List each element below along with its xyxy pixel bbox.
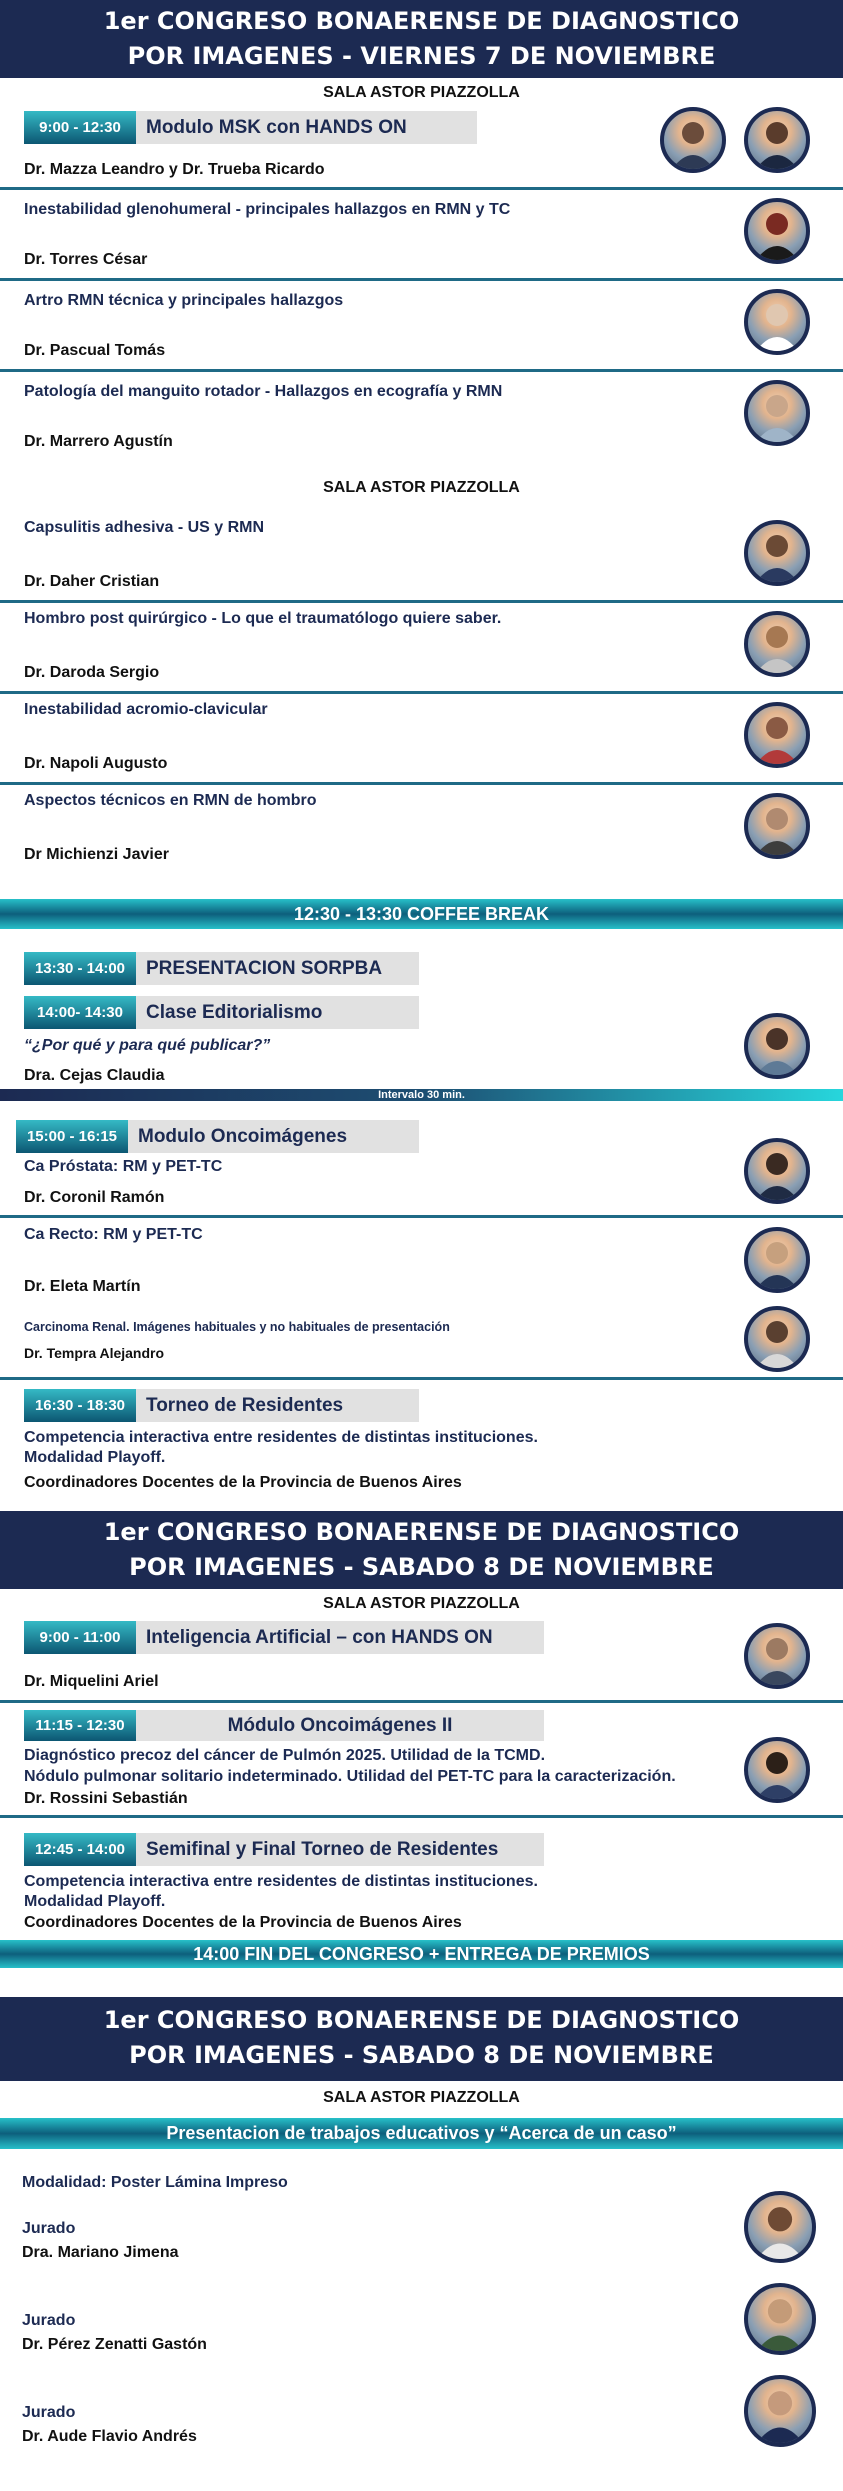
person-avatar-icon (748, 293, 806, 351)
talk-speaker: Dr. Marrero Agustín (24, 433, 173, 450)
day1-title-line2: POR IMAGENES - VIERNES 7 DE NOVIEMBRE (127, 42, 716, 70)
avatar-cejas (744, 1013, 810, 1079)
person-avatar-icon (664, 111, 722, 169)
jurado-role: Jurado (22, 2404, 76, 2421)
day1-sala-label: SALA ASTOR PIAZZOLLA (323, 84, 520, 101)
avatar-mazza (660, 107, 726, 173)
avatar-torres (744, 198, 810, 264)
ia-speaker: Dr. Miquelini Ariel (24, 1673, 159, 1690)
person-avatar-icon (748, 615, 806, 673)
sorpba-label: PRESENTACION SORPBA (136, 952, 419, 985)
avatar-perez-zenatti (744, 2283, 816, 2355)
torneo-description-1: Competencia interactiva entre residentes de distintas instituciones. (24, 1429, 538, 1446)
day2-title-banner (0, 1511, 843, 1589)
ia-label: Inteligencia Artificial – con HANDS ON (136, 1621, 544, 1654)
presentacion-bar: Presentacion de trabajos educativos y “Acerca de un caso” (0, 2118, 843, 2149)
separator (0, 691, 843, 694)
talk-title: Capsulitis adhesiva - US y RMN (24, 519, 265, 536)
separator (0, 600, 843, 603)
talk-title: Inestabilidad acromio-clavicular (24, 701, 268, 718)
torneo-time-badge: 16:30 - 18:30 (24, 1389, 136, 1422)
person-avatar-icon (748, 2287, 812, 2351)
day1-title-line1: 1er CONGRESO BONAERENSE DE DIAGNOSTICO (103, 7, 740, 35)
talk-speaker: Dr. Daroda Sergio (24, 664, 160, 681)
separator (0, 782, 843, 785)
day3-sala-label: SALA ASTOR PIAZZOLLA (323, 2089, 520, 2106)
avatar-aude (744, 2375, 816, 2447)
day3-title-line1: 1er CONGRESO BONAERENSE DE DIAGNOSTICO (103, 2006, 740, 2034)
person-avatar-icon (748, 111, 806, 169)
jurado-role: Jurado (22, 2312, 76, 2329)
avatar-michienzi (744, 793, 810, 859)
person-avatar-icon (748, 797, 806, 855)
avatar-rossini (744, 1737, 810, 1803)
day3-title-line2: POR IMAGENES - SABADO 8 DE NOVIEMBRE (129, 2041, 714, 2069)
separator (0, 1377, 843, 1380)
separator (0, 187, 843, 190)
talk-speaker: Dr. Pascual Tomás (24, 342, 166, 359)
day3-title-banner (0, 1997, 843, 2081)
talk-title: Carcinoma Renal. Imágenes habituales y no habituales de presentación (24, 1320, 450, 1334)
talk-title: Hombro post quirúrgico - Lo que el traumatólogo quiere saber. (24, 610, 502, 627)
onco2-speaker: Dr. Rossini Sebastián (24, 1790, 188, 1807)
avatar-trueba (744, 107, 810, 173)
talk-speaker: Dr. Coronil Ramón (24, 1189, 165, 1206)
person-avatar-icon (748, 2379, 812, 2443)
avatar-marrero (744, 380, 810, 446)
talk-speaker: Dr. Napoli Augusto (24, 755, 168, 772)
final-coordinators: Coordinadores Docentes de la Provincia de Buenos Aires (24, 1914, 462, 1931)
day2-title-line2: POR IMAGENES - SABADO 8 DE NOVIEMBRE (129, 1553, 714, 1581)
sorpba-time-badge: 13:30 - 14:00 (24, 952, 136, 985)
person-avatar-icon (748, 524, 806, 582)
talk-title: Aspectos técnicos en RMN de hombro (24, 792, 317, 809)
torneo-description-2: Modalidad Playoff. (24, 1449, 166, 1466)
talk-speaker: Dr. Eleta Martín (24, 1278, 141, 1295)
person-avatar-icon (748, 384, 806, 442)
final-description-2: Modalidad Playoff. (24, 1893, 166, 1910)
separator (0, 369, 843, 372)
day1-sala-label-2: SALA ASTOR PIAZZOLLA (323, 479, 520, 496)
separator (0, 1700, 843, 1703)
person-avatar-icon (748, 1142, 806, 1200)
avatar-daher (744, 520, 810, 586)
jurado-role: Jurado (22, 2220, 76, 2237)
separator (0, 1215, 843, 1218)
talk-title: Artro RMN técnica y principales hallazgos (24, 292, 344, 309)
final-label: Semifinal y Final Torneo de Residentes (136, 1833, 544, 1866)
avatar-pascual (744, 289, 810, 355)
editorial-time-badge: 14:00- 14:30 (24, 996, 136, 1029)
modalidad-text: Modalidad: Poster Lámina Impreso (22, 2174, 288, 2191)
person-avatar-icon (748, 202, 806, 260)
onco2-time-badge: 11:15 - 12:30 (24, 1710, 136, 1741)
intervalo-bar: Intervalo 30 min. (0, 1089, 843, 1101)
talk-speaker: Dr. Daher Cristian (24, 573, 160, 590)
talk-speaker: Dr. Torres César (24, 251, 148, 268)
avatar-daroda (744, 611, 810, 677)
jurado-name: Dra. Mariano Jimena (22, 2244, 179, 2261)
separator (0, 1815, 843, 1818)
onco2-label: Módulo Oncoimágenes II (136, 1710, 544, 1741)
msk-time-badge: 9:00 - 12:30 (24, 111, 136, 144)
fin-congreso-bar: 14:00 FIN DEL CONGRESO + ENTREGA DE PREMIOS (0, 1940, 843, 1968)
torneo-label: Torneo de Residentes (136, 1389, 419, 1422)
torneo-coordinators: Coordinadores Docentes de la Provincia de Buenos Aires (24, 1474, 462, 1491)
person-avatar-icon (748, 1231, 806, 1289)
avatar-miquelini (744, 1623, 810, 1689)
onco2-talk-2: Nódulo pulmonar solitario indeterminado. Utilidad del PET-TC para la caracterización. (24, 1768, 676, 1785)
person-avatar-icon (748, 1627, 806, 1685)
avatar-napoli (744, 702, 810, 768)
onco-module-label: Modulo Oncoimágenes (128, 1120, 419, 1153)
day1-title-banner (0, 0, 843, 78)
editorial-label: Clase Editorialismo (136, 996, 419, 1029)
editorial-speaker: Dra. Cejas Claudia (24, 1067, 165, 1084)
talk-title: Inestabilidad glenohumeral - principales hallazgos en RMN y TC (24, 201, 511, 218)
day2-title-line1: 1er CONGRESO BONAERENSE DE DIAGNOSTICO (103, 1518, 740, 1546)
onco2-talk-1: Diagnóstico precoz del cáncer de Pulmón 2025. Utilidad de la TCMD. (24, 1747, 546, 1764)
talk-title: Patología del manguito rotador - Hallazgos en ecografía y RMN (24, 383, 503, 400)
person-avatar-icon (748, 1017, 806, 1075)
talk-speaker: Dr Michienzi Javier (24, 846, 169, 863)
msk-module-label: Modulo MSK con HANDS ON (136, 111, 477, 144)
talk-speaker: Dr. Tempra Alejandro (24, 1345, 165, 1361)
coffee-break-bar: 12:30 - 13:30 COFFEE BREAK (0, 899, 843, 929)
person-avatar-icon (748, 1741, 806, 1799)
separator (0, 278, 843, 281)
msk-speakers: Dr. Mazza Leandro y Dr. Trueba Ricardo (24, 161, 325, 178)
day2-sala-label: SALA ASTOR PIAZZOLLA (323, 1595, 520, 1612)
avatar-mariano (744, 2191, 816, 2263)
person-avatar-icon (748, 706, 806, 764)
avatar-tempra (744, 1306, 810, 1372)
talk-title: Ca Próstata: RM y PET-TC (24, 1158, 223, 1175)
onco-time-badge: 15:00 - 16:15 (16, 1120, 128, 1153)
ia-time-badge: 9:00 - 11:00 (24, 1621, 136, 1654)
final-time-badge: 12:45 - 14:00 (24, 1833, 136, 1866)
person-avatar-icon (748, 2195, 812, 2259)
talk-title: Ca Recto: RM y PET-TC (24, 1226, 203, 1243)
avatar-coronil (744, 1138, 810, 1204)
editorial-quote: “¿Por qué y para qué publicar?” (24, 1037, 271, 1054)
avatar-eleta (744, 1227, 810, 1293)
jurado-name: Dr. Aude Flavio Andrés (22, 2428, 197, 2445)
final-description-1: Competencia interactiva entre residentes de distintas instituciones. (24, 1873, 538, 1890)
jurado-name: Dr. Pérez Zenatti Gastón (22, 2336, 207, 2353)
person-avatar-icon (748, 1310, 806, 1368)
